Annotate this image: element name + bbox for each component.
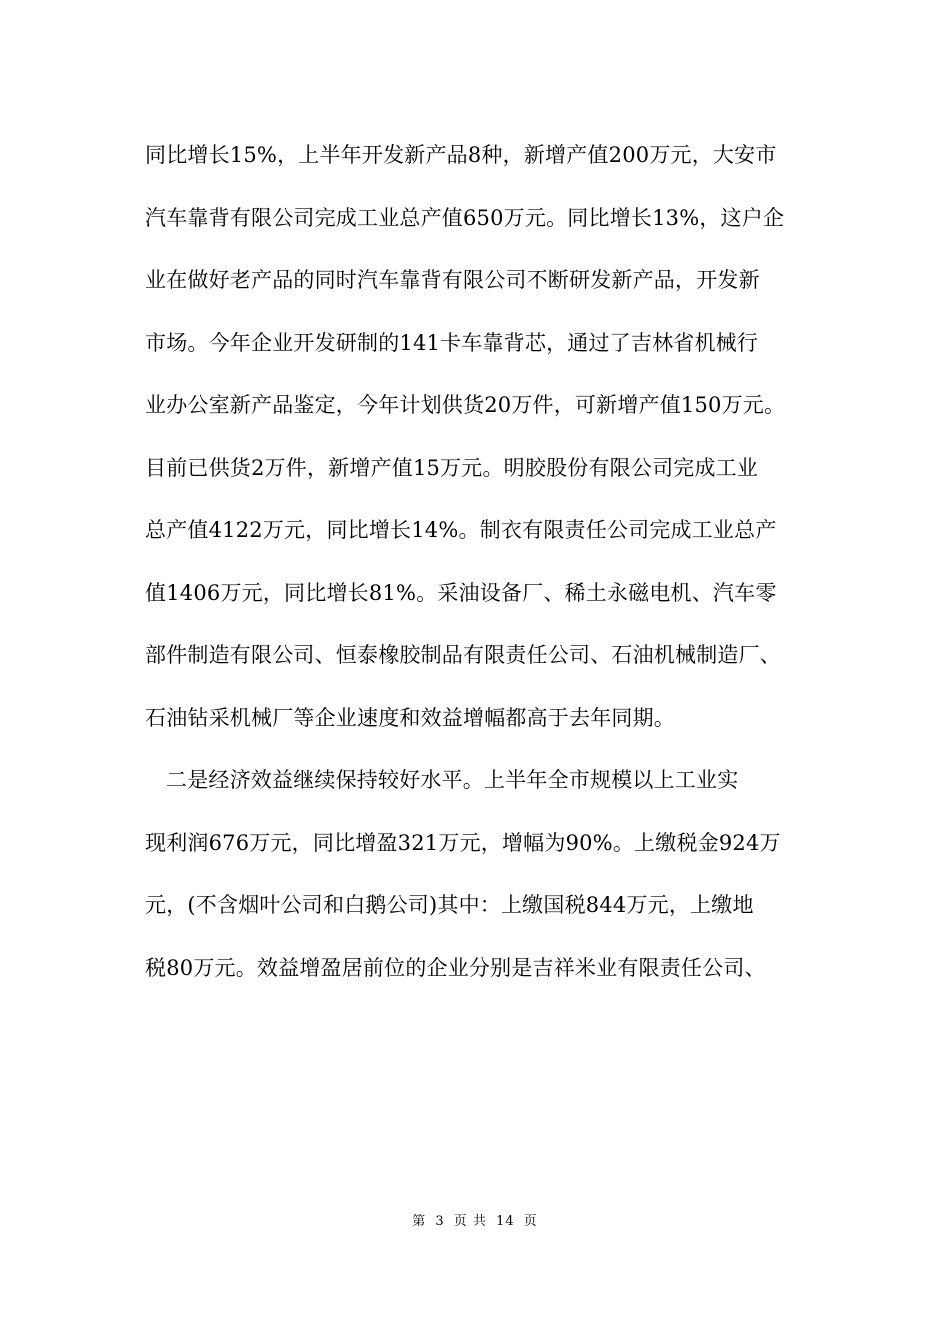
text-line: 税80万元。效益增盈居前位的企业分别是吉祥米业有限责任公司、 [145, 955, 766, 980]
paragraph-2 [145, 758, 825, 1008]
text-line: 汽车靠背有限公司完成工业总产值650万元。同比增长13%，这户企 [145, 205, 785, 230]
paragraph-1 [145, 133, 825, 758]
text-line: 市场。今年企业开发研制的141卡车靠背芯，通过了吉林省机械行 [145, 330, 759, 355]
text-line: 二是经济效益继续保持较好水平。上半年全市规模以上工业实 [166, 768, 739, 792]
text-line: 同比增长15%，上半年开发新产品8种，新增产值200万元，大安市 [145, 143, 777, 167]
text-line: 目前已供货2万件，新增产值15万元。明胶股份有限公司完成工业 [145, 455, 759, 480]
text-line: 部件制造有限公司、恒泰橡胶制品有限责任公司、石油机械制造厂、 [145, 643, 781, 667]
text-line: 值1406万元，同比增长81%。采油设备厂、稀土永磁电机、汽车零 [145, 580, 777, 605]
page-footer [0, 1210, 950, 1229]
footer-total-pages: 14 [496, 1214, 515, 1229]
text-line: 石油钻采机械厂等企业速度和效益增幅都高于去年同期。 [145, 705, 675, 730]
text-line: 业在做好老产品的同时汽车靠背有限公司不断研发新产品，开发新 [145, 268, 760, 292]
text-line: 总产值4122万元，同比增长14%。制衣有限责任公司完成工业总产 [145, 518, 777, 542]
footer-middle: 页 共 [453, 1214, 487, 1229]
footer-suffix: 页 [523, 1214, 538, 1229]
footer-prefix: 第 [412, 1214, 427, 1229]
footer-current-page: 3 [435, 1214, 445, 1229]
text-line: 元，(不含烟叶公司和白鹅公司)其中：上缴国税844万元，上缴地 [145, 893, 754, 917]
text-line: 业办公室新产品鉴定，今年计划供货20万件，可新增产值150万元。 [145, 393, 786, 417]
text-line: 现利润676万元，同比增盈321万元，增幅为90%。上缴税金924万 [145, 830, 781, 855]
document-body [145, 133, 825, 1008]
